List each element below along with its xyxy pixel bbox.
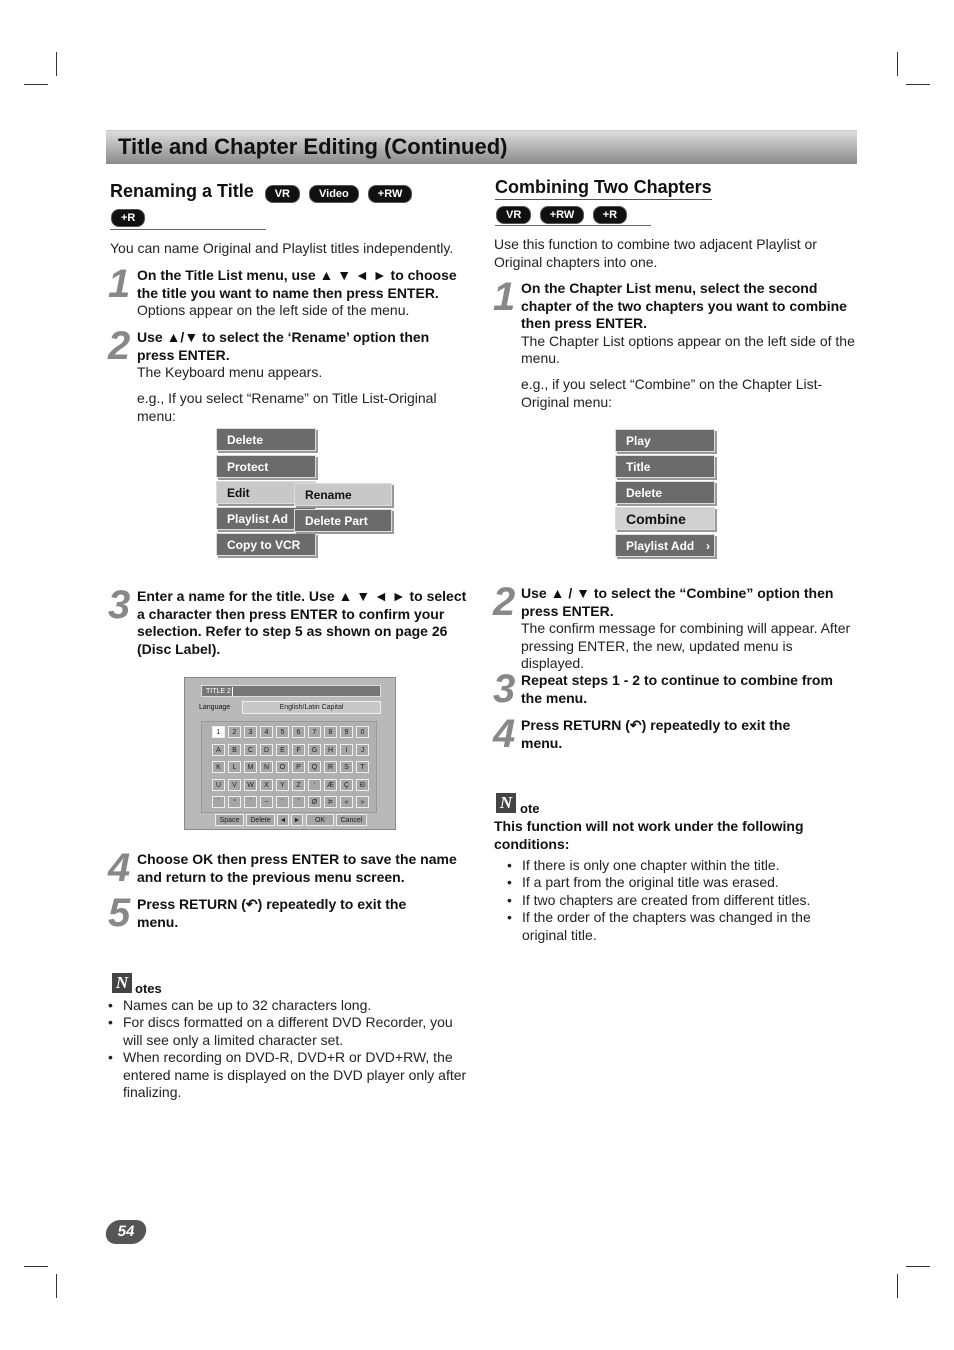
keyboard-key[interactable]: O (276, 761, 289, 773)
crop-mark (906, 1266, 930, 1267)
keyboard-key[interactable]: 9 (340, 726, 353, 738)
note-item: • For discs formatted on a different DVD Recorder, you will see only a limited character set. (123, 1014, 473, 1049)
menu-item-playlist-add[interactable]: Playlist Ad (216, 507, 316, 530)
step-2-example: e.g., If you select “Rename” on Title List-Original menu: (137, 390, 437, 424)
keyboard-grid (201, 721, 377, 813)
step-number: 1 (108, 262, 129, 306)
note-item: • If a part from the original title was erased. (522, 874, 857, 892)
badge-vr: VR (496, 206, 531, 224)
step-2 (521, 585, 856, 673)
space-button[interactable]: Space (215, 814, 244, 826)
keyboard-key[interactable]: U (212, 779, 225, 791)
keyboard-key[interactable]: ~ (260, 796, 273, 808)
menu-item-edit[interactable]: Edit (216, 481, 316, 504)
step-number: 4 (493, 712, 514, 756)
step-number: 5 (108, 891, 129, 935)
keyboard-key[interactable]: V (228, 779, 241, 791)
crop-mark (24, 84, 48, 85)
keyboard-key[interactable]: Y (276, 779, 289, 791)
cancel-button[interactable]: Cancel (336, 814, 367, 826)
step-3-instruction: Enter a name for the title. Use ▲ ▼ ◄ ► to select a character then press ENTER to confirm your selection. Refer to step 5 as shown on page 26 (Disc Label). (137, 588, 467, 657)
step-5-instruction: Press RETURN (↶) repeatedly to exit the menu. (137, 896, 407, 930)
keyboard-key[interactable]: C (244, 744, 257, 756)
step-4 (137, 851, 477, 886)
keyboard-key[interactable]: Q (308, 761, 321, 773)
keyboard-key[interactable]: M (244, 761, 257, 773)
keyboard-key[interactable]: S (340, 761, 353, 773)
page-banner (106, 130, 857, 164)
intro-text: You can name Original and Playlist titles independently. (110, 240, 454, 256)
step-2-detail: The Keyboard menu appears. (137, 364, 323, 380)
keyboard-key[interactable]: 6 (292, 726, 305, 738)
step-4-instruction: Choose OK then press ENTER to save the name and return to the previous menu screen. (137, 851, 457, 885)
notes-heading: otes (135, 981, 162, 996)
keyboard-key[interactable]: H (324, 744, 337, 756)
step-number: 3 (108, 583, 129, 627)
menu-item-delete[interactable]: Delete (615, 481, 715, 504)
delete-button[interactable]: Delete (246, 814, 275, 826)
keyboard-key[interactable]: ` (244, 796, 257, 808)
page-number: 54 (104, 1220, 148, 1244)
submenu-item-rename[interactable]: Rename (294, 483, 392, 506)
step-number: 3 (493, 667, 514, 711)
language-select[interactable]: English/Latin Capital (242, 701, 381, 714)
crop-mark (56, 52, 57, 76)
keyboard-key[interactable]: E (276, 744, 289, 756)
step-1 (521, 280, 856, 368)
keyboard-key[interactable]: G (308, 744, 321, 756)
badge-rw: +RW (540, 206, 585, 224)
menu-item-protect[interactable]: Protect (216, 455, 316, 478)
section-underline (110, 229, 266, 230)
keyboard-key[interactable]: 7 (308, 726, 321, 738)
note-heading: ote (520, 801, 540, 816)
menu-item-play[interactable]: Play (615, 429, 715, 452)
keyboard-key[interactable]: ˆ (292, 796, 305, 808)
menu-item-title[interactable]: Title (615, 455, 715, 478)
crop-mark (897, 1274, 898, 1298)
step-4 (521, 717, 821, 752)
section-underline (495, 225, 651, 226)
keyboard-key[interactable]: D (260, 744, 273, 756)
keyboard-key[interactable]: L (228, 761, 241, 773)
keyboard-key[interactable]: W (244, 779, 257, 791)
keyboard-key[interactable]: K (212, 761, 225, 773)
left-arrow-button[interactable]: ◄ (277, 814, 289, 826)
step-5 (137, 896, 437, 931)
keyboard-key[interactable]: I (340, 744, 353, 756)
badge-video: Video (309, 185, 359, 203)
step-2-instruction: Use ▲ / ▼ to select the “Combine” option then press ENTER. (521, 585, 834, 619)
keyboard-key[interactable]: 3 (244, 726, 257, 738)
step-4-instruction: Press RETURN (↶) repeatedly to exit the menu. (521, 717, 791, 751)
menu-item-label: Playlist Add (626, 539, 695, 553)
step-number: 2 (493, 580, 514, 624)
keyboard-key[interactable]: 4 (260, 726, 273, 738)
section-title-combining: Combining Two Chapters (495, 177, 712, 200)
note-icon: N (112, 973, 132, 993)
badge-vr: VR (265, 185, 300, 203)
note-item: • Names can be up to 32 characters long. (123, 997, 473, 1015)
step-2-detail: The confirm message for combining will appear. After pressing ENTER, the new, updated menu is displayed. (521, 620, 851, 671)
keyboard-key[interactable]: Ø (308, 796, 321, 808)
note-intro: This function will not work under the following conditions: (494, 818, 804, 852)
keyboard-key[interactable]: ‘ (308, 779, 321, 791)
step-3 (521, 672, 856, 707)
keyboard-key[interactable]: J (356, 744, 369, 756)
language-label: Language (199, 704, 231, 711)
step-number: 2 (108, 324, 129, 368)
keyboard-key[interactable]: N (260, 761, 273, 773)
step-1-detail: Options appear on the left side of the menu. (137, 302, 410, 318)
crop-mark (24, 1266, 48, 1267)
keyboard-key[interactable]: Þ (324, 796, 337, 808)
keyboard-key[interactable]: « (340, 796, 353, 808)
keyboard-key[interactable]: Z (292, 779, 305, 791)
keyboard-key[interactable]: F (292, 744, 305, 756)
step-number: 4 (108, 846, 129, 890)
step-3-instruction: Repeat steps 1 - 2 to continue to combine from the menu. (521, 672, 833, 706)
ok-button[interactable]: OK (306, 814, 334, 826)
intro-text: Use this function to combine two adjacent Playlist or Original chapters into one. (494, 236, 817, 270)
note-item: • When recording on DVD-R, DVD+R or DVD+RW, the entered name is displayed on the DVD player only after finalizing. (123, 1049, 473, 1102)
step-1-instruction: On the Title List menu, use ▲ ▼ ◄ ► to choose the title you want to name then press ENTER. (137, 267, 457, 301)
submenu-item-delete-part[interactable]: Delete Part (294, 509, 392, 532)
step-number: 1 (493, 275, 514, 319)
menu-item-delete[interactable]: Delete (216, 428, 316, 451)
keyboard-key[interactable]: 1 (212, 726, 225, 738)
keyboard-key[interactable]: ´ (212, 796, 225, 808)
badge-r: +R (111, 209, 145, 227)
badge-row-2 (111, 208, 149, 227)
keyboard-menu (184, 677, 396, 830)
keyboard-key[interactable]: 5 (276, 726, 289, 738)
chevron-right-icon: › (706, 539, 710, 553)
crop-mark (56, 1274, 57, 1298)
section-title-renaming (110, 181, 416, 203)
menu-item-copy-to-vcr[interactable]: Copy to VCR (216, 533, 316, 556)
keyboard-key[interactable]: » (356, 796, 369, 808)
keyboard-key[interactable]: B (228, 744, 241, 756)
section-title-text: Renaming a Title (110, 181, 254, 201)
keyboard-key[interactable]: X (260, 779, 273, 791)
keyboard-key[interactable]: Æ (324, 779, 337, 791)
menu-item-combine[interactable]: Combine (615, 507, 715, 530)
note-item: • If the order of the chapters was changed in the original title. (522, 909, 857, 944)
keyboard-key[interactable]: ° (228, 796, 241, 808)
step-1 (137, 267, 467, 320)
step-1-detail: The Chapter List options appear on the left side of the menu. (521, 332, 855, 366)
right-arrow-button[interactable]: ► (291, 814, 303, 826)
keyboard-key[interactable]: P (292, 761, 305, 773)
keyboard-key[interactable]: 8 (324, 726, 337, 738)
step-1-instruction: On the Chapter List menu, select the second chapter of the two chapters you want to combine then press ENTER. (521, 280, 847, 331)
keyboard-key[interactable]: R (324, 761, 337, 773)
menu-item-playlist-add[interactable] (615, 534, 715, 557)
keyboard-key[interactable]: T (356, 761, 369, 773)
step-2-instruction: Use ▲/▼ to select the ‘Rename’ option then press ENTER. (137, 329, 430, 363)
badge-r: +R (593, 206, 627, 224)
step-3 (137, 588, 472, 658)
keyboard-key[interactable]: 2 (228, 726, 241, 738)
note-item: • If two chapters are created from different titles. (522, 892, 857, 910)
keyboard-key[interactable]: 0 (356, 726, 369, 738)
crop-mark (906, 84, 930, 85)
badge-rw: +RW (368, 185, 413, 203)
keyboard-key[interactable]: ¨ (276, 796, 289, 808)
step-2 (137, 329, 467, 382)
badge-row-right (496, 205, 631, 224)
title-input-value: TITLE 2 (206, 688, 231, 695)
keyboard-key[interactable]: A (212, 744, 225, 756)
note-item: • If there is only one chapter within the title. (522, 857, 857, 875)
title-input[interactable] (201, 685, 381, 697)
note-icon: N (496, 793, 516, 813)
page-title: Title and Chapter Editing (Continued) (118, 134, 508, 159)
keyboard-key[interactable]: Đ (356, 779, 369, 791)
crop-mark (897, 52, 898, 76)
step-1-example: e.g., if you select “Combine” on the Chapter List-Original menu: (521, 376, 823, 410)
keyboard-key[interactable]: Ç (340, 779, 353, 791)
